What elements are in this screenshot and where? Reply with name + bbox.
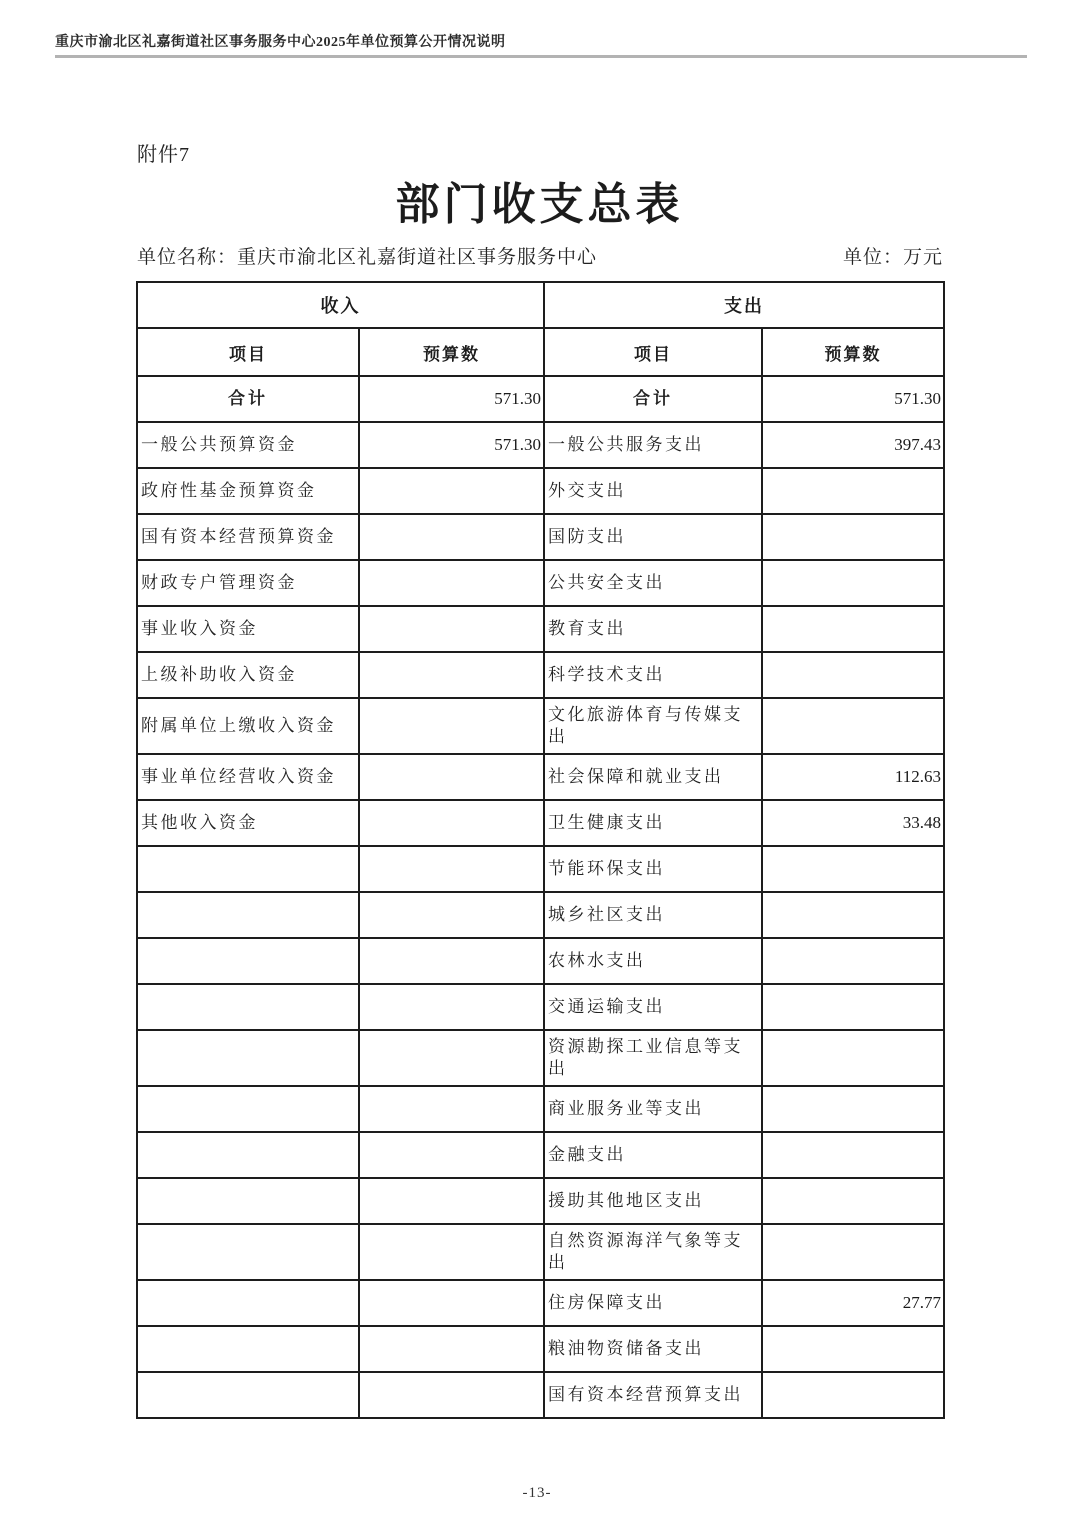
income-item-header: 项目 [137, 328, 359, 376]
total-row [137, 376, 944, 422]
expense-item-cell: 城乡社区支出 [544, 892, 762, 938]
expense-item-cell: 交通运输支出 [544, 984, 762, 1030]
income-value-cell [359, 1132, 544, 1178]
income-item-cell: 上级补助收入资金 [137, 652, 359, 698]
income-value-cell [359, 514, 544, 560]
expense-value-cell [762, 652, 944, 698]
income-item-cell [137, 938, 359, 984]
expense-value-cell [762, 1086, 944, 1132]
income-item-cell [137, 892, 359, 938]
income-item-cell [137, 1224, 359, 1280]
unit-name-label: 单位名称：重庆市渝北区礼嘉街道社区事务服务中心 [137, 247, 598, 268]
expense-value-cell [762, 1132, 944, 1178]
table-row [137, 422, 944, 468]
table-row [137, 1326, 944, 1372]
expense-item-cell: 科学技术支出 [544, 652, 762, 698]
expense-item-cell: 国防支出 [544, 514, 762, 560]
income-value-cell [359, 1030, 544, 1086]
table-body [137, 376, 944, 1418]
income-item-cell: 一般公共预算资金 [137, 422, 359, 468]
expense-item-cell: 文化旅游体育与传媒支出 [544, 698, 762, 754]
expense-value-cell [762, 846, 944, 892]
expense-group-header: 支出 [544, 282, 944, 328]
income-value-cell [359, 560, 544, 606]
expense-item-cell: 教育支出 [544, 606, 762, 652]
expense-value-cell [762, 1224, 944, 1280]
income-item-cell [137, 1280, 359, 1326]
table-row [137, 514, 944, 560]
expense-value-cell [762, 1326, 944, 1372]
table-row [137, 606, 944, 652]
table-row [137, 1086, 944, 1132]
income-item-cell [137, 984, 359, 1030]
income-value-cell [359, 754, 544, 800]
income-item-cell [137, 1326, 359, 1372]
table-row [137, 800, 944, 846]
income-group-header: 收入 [137, 282, 544, 328]
table-row [137, 938, 944, 984]
expense-value-cell [762, 560, 944, 606]
table-row [137, 1280, 944, 1326]
table-row [137, 846, 944, 892]
income-value-cell [359, 1372, 544, 1418]
table-row [137, 754, 944, 800]
table-row [137, 560, 944, 606]
income-item-cell: 政府性基金预算资金 [137, 468, 359, 514]
income-value-cell [359, 892, 544, 938]
expense-item-cell: 农林水支出 [544, 938, 762, 984]
expense-item-cell: 援助其他地区支出 [544, 1178, 762, 1224]
income-value-cell [359, 1086, 544, 1132]
income-item-cell [137, 1178, 359, 1224]
table-row [137, 652, 944, 698]
budget-summary-table [136, 281, 945, 1419]
income-value-cell: 571.30 [359, 376, 544, 422]
table-row [137, 698, 944, 754]
expense-value-cell [762, 1030, 944, 1086]
income-value-cell [359, 1224, 544, 1280]
table-row [137, 1178, 944, 1224]
income-item-cell [137, 1132, 359, 1178]
attachment-label: 附件7 [137, 144, 190, 166]
expense-value-cell: 571.30 [762, 376, 944, 422]
table-row [137, 892, 944, 938]
expense-value-cell [762, 698, 944, 754]
income-value-cell: 571.30 [359, 422, 544, 468]
expense-item-cell: 国有资本经营预算支出 [544, 1372, 762, 1418]
expense-item-cell: 资源勘探工业信息等支出 [544, 1030, 762, 1086]
table-row [137, 1030, 944, 1086]
expense-value-cell: 397.43 [762, 422, 944, 468]
table-row [137, 1224, 944, 1280]
income-value-cell [359, 1280, 544, 1326]
page-number: -13- [522, 1485, 552, 1501]
expense-value-cell [762, 1372, 944, 1418]
income-value-cell [359, 938, 544, 984]
table-row [137, 1132, 944, 1178]
income-item-cell: 附属单位上缴收入资金 [137, 698, 359, 754]
expense-item-cell: 金融支出 [544, 1132, 762, 1178]
expense-item-cell: 卫生健康支出 [544, 800, 762, 846]
expense-value-cell: 112.63 [762, 754, 944, 800]
income-item-cell: 财政专户管理资金 [137, 560, 359, 606]
column-header-row [137, 328, 944, 376]
income-item-cell: 事业收入资金 [137, 606, 359, 652]
expense-value-cell [762, 1178, 944, 1224]
income-item-cell: 国有资本经营预算资金 [137, 514, 359, 560]
expense-item-cell: 合计 [544, 376, 762, 422]
income-item-cell [137, 846, 359, 892]
income-item-cell [137, 1030, 359, 1086]
page-header-divider [55, 55, 1027, 58]
income-budget-header: 预算数 [359, 328, 544, 376]
income-value-cell [359, 698, 544, 754]
group-header-row [137, 282, 944, 328]
income-item-cell: 其他收入资金 [137, 800, 359, 846]
income-value-cell [359, 800, 544, 846]
expense-item-header: 项目 [544, 328, 762, 376]
income-value-cell [359, 846, 544, 892]
income-value-cell [359, 468, 544, 514]
income-value-cell [359, 606, 544, 652]
expense-item-cell: 节能环保支出 [544, 846, 762, 892]
income-item-cell [137, 1372, 359, 1418]
expense-item-cell: 自然资源海洋气象等支出 [544, 1224, 762, 1280]
page-header: 重庆市渝北区礼嘉街道社区事务服务中心2025年单位预算公开情况说明 [55, 35, 506, 50]
meta-line [137, 242, 943, 269]
expense-item-cell: 社会保障和就业支出 [544, 754, 762, 800]
table-row [137, 984, 944, 1030]
table-row [137, 468, 944, 514]
income-item-cell [137, 1086, 359, 1132]
expense-item-cell: 粮油物资储备支出 [544, 1326, 762, 1372]
expense-item-cell: 一般公共服务支出 [544, 422, 762, 468]
income-item-cell: 事业单位经营收入资金 [137, 754, 359, 800]
table-row [137, 1372, 944, 1418]
expense-item-cell: 住房保障支出 [544, 1280, 762, 1326]
income-value-cell [359, 1178, 544, 1224]
expense-value-cell: 33.48 [762, 800, 944, 846]
expense-item-cell: 公共安全支出 [544, 560, 762, 606]
income-value-cell [359, 984, 544, 1030]
expense-value-cell [762, 606, 944, 652]
page-title: 部门收支总表 [395, 180, 684, 229]
currency-unit-label: 单位：万元 [842, 247, 943, 268]
expense-item-cell: 商业服务业等支出 [544, 1086, 762, 1132]
expense-value-cell [762, 514, 944, 560]
expense-value-cell [762, 892, 944, 938]
expense-value-cell [762, 984, 944, 1030]
expense-item-cell: 外交支出 [544, 468, 762, 514]
expense-value-cell: 27.77 [762, 1280, 944, 1326]
expense-value-cell [762, 938, 944, 984]
income-value-cell [359, 1326, 544, 1372]
income-item-cell: 合计 [137, 376, 359, 422]
income-value-cell [359, 652, 544, 698]
expense-value-cell [762, 468, 944, 514]
expense-budget-header: 预算数 [762, 328, 944, 376]
